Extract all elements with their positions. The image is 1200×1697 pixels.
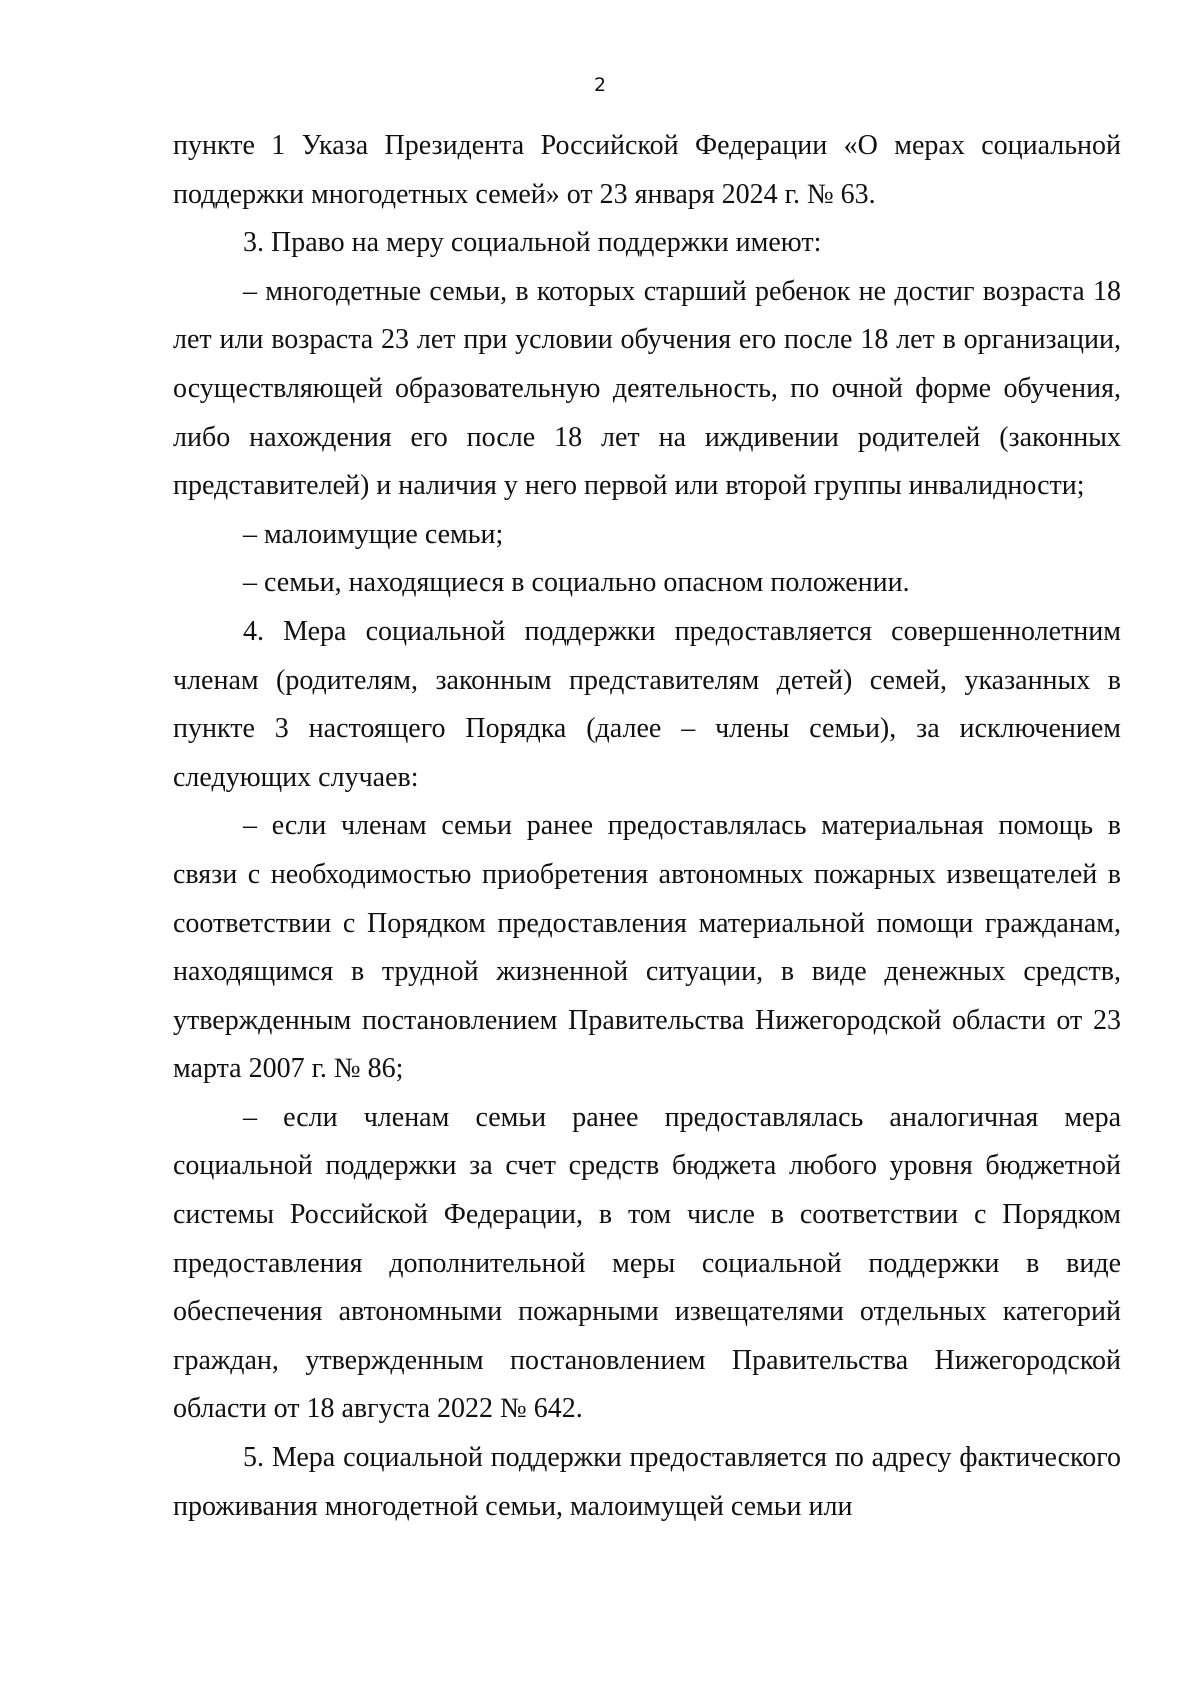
page-number: 2 — [593, 74, 607, 96]
paragraph-bullet-low-income: – малоимущие семьи; — [243, 518, 504, 550]
document-body — [173, 122, 1121, 1531]
paragraph-item-5: 5. Мера социальной поддержки предоставляется по адресу фактического проживания многодетной семьи, малоимущей семьи или — [173, 1442, 1121, 1522]
paragraph-continuation: пункте 1 Указа Президента Российской Федерации «О мерах социальной поддержки многодетных семей» от 23 января 2024 г. № 63. — [173, 130, 1121, 210]
paragraph-bullet-similar-support: – если членам семьи ранее предоставлялась аналогичная мера социальной поддержки за счет средств бюджета любого уровня бюджетной системы Российской Федерации, в том числе в соответствии с Порядком предоставления дополнительной меры социальной поддержки в виде обеспечения автономными пожарными извещателями отдельных категорий граждан, утвержденным постановлением Правительства Нижегородской области от 18 августа 2022 № 642. — [173, 1101, 1121, 1425]
paragraph-bullet-material-aid: – если членам семьи ранее предоставлялась материальная помощь в связи с необходимостью приобретения автономных пожарных извещателей в соответствии с Порядком предоставления материальной помощи гражданам, находящимся в трудной жизненной ситуации, в виде денежных средств, утвержденным постановлением Правительства Нижегородской области от 23 марта 2007 г. № 86; — [173, 810, 1121, 1085]
paragraph-item-4: 4. Мера социальной поддержки предоставляется совершеннолетним членам (родителям, законным представителям детей) семей, указанных в пункте 3 настоящего Порядка (далее – члены семьи), за исключением следующих случаев: — [173, 615, 1121, 793]
paragraph-bullet-dangerous-situation: – семьи, находящиеся в социально опасном положении. — [243, 567, 910, 599]
paragraph-item-3: 3. Право на меру социальной поддержки имеют: — [243, 227, 822, 259]
paragraph-bullet-large-families: – многодетные семьи, в которых старший ребенок не достиг возраста 18 лет или возраста 23 лет при условии обучения его после 18 лет в организации, осуществляющей образовательную деятельность, по очной форме обучения, либо нахождения его после 18 лет на иждивении родителей (законных представителей) и наличия у него первой или второй группы инвалидности; — [173, 275, 1121, 502]
